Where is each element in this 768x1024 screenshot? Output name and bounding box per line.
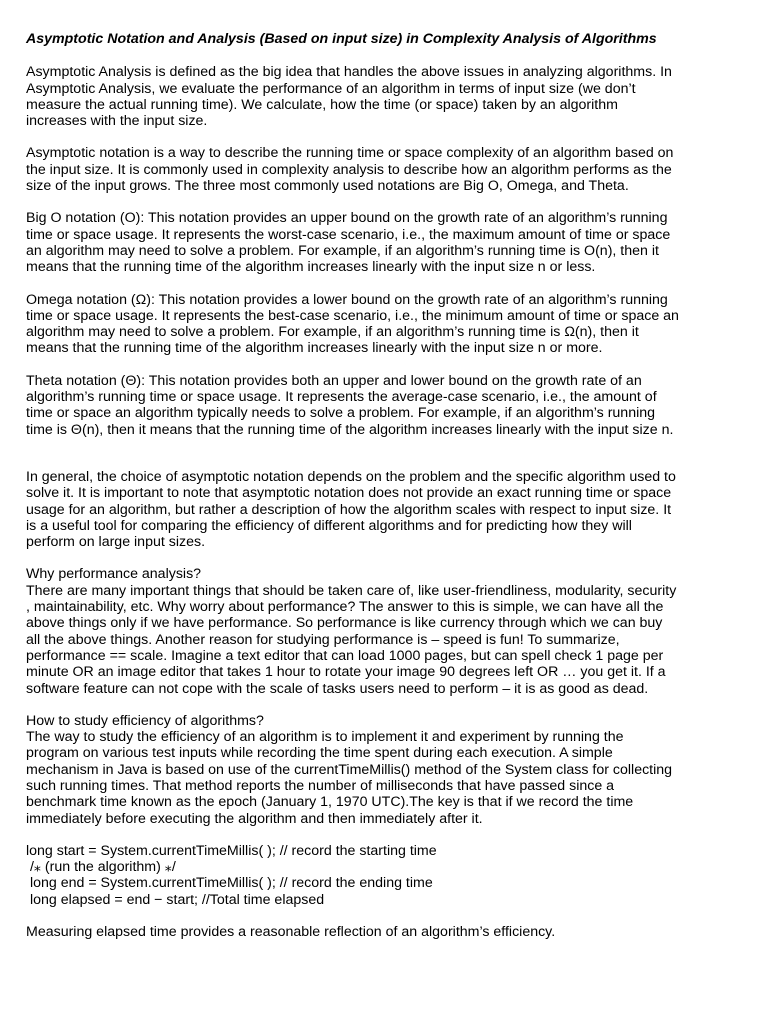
paragraph-why-performance: There are many important things that should be taken care of, like user-friendliness, modularity, security , maintainability, etc. Why worry about performance? The answer to this is simple, we can have all the above things only if we have performance. So performance is like currency through which we can buy all the above things. Another reason for studying performance is – speed is fun! To summarize, performance == scale. Imagine a text editor that can load 1000 pages, but can spell check 1 page per minute OR an image editor that takes 1 hour to rotate your image 90 degrees left OR … you get it. If a software feature can not cope with the scale of tasks users need to perform – it is as good as dead. — [26, 582, 677, 697]
paragraph-asymptotic-notation: Asymptotic notation is a way to describe the running time or space complexity of an algorithm based on the input size. It is commonly used in complexity analysis to describe how an algorithm performs as the size of the input grows. The three most commonly used notations are Big O, Omega, and Theta. — [26, 145, 674, 195]
paragraph-asymptotic-analysis: Asymptotic Analysis is defined as the big idea that handles the above issues in analyzing algorithms. In Asymptotic Analysis, we evaluate the performance of an algorithm in terms of input size (we don’t measure the actual running time). We calculate, how the time (or space) taken by an algorithm increases with the input size. — [26, 64, 672, 130]
code-line: /⁎ (run the algorithm) ⁎/ — [26, 859, 176, 876]
code-line: long end = System.currentTimeMillis( ); // record the ending time — [26, 875, 433, 892]
heading-why-performance: Why performance analysis? — [26, 566, 202, 583]
paragraph-theta: Theta notation (Θ): This notation provides both an upper and lower bound on the growth rate of an algorithm’s running time or space usage. It represents the average-case scenario, i.e., the amount of time or space an algorithm typically needs to solve a problem. For example, if an algorithm’s running time is Θ(n), then it means that the running time of the algorithm increases linearly with the input size n. — [26, 372, 674, 438]
code-line: long start = System.currentTimeMillis( ); // record the starting time — [26, 842, 437, 859]
paragraph-closing: Measuring elapsed time provides a reasonable reflection of an algorithm’s efficiency. — [26, 924, 556, 941]
code-line: long elapsed = end − start; //Total time elapsed — [26, 891, 325, 908]
paragraph-how-to-study: The way to study the efficiency of an algorithm is to implement it and experiment by running the program on various test inputs while recording the time spent during each execution. A simple mechanism in Java is based on use of the currentTimeMillis() method of the System class for collecting such running times. That method reports the number of milliseconds that have passed since a benchmark time known as the epoch (January 1, 1970 UTC).The key is that if we record the time immediately before executing the algorithm and then immediately after it. — [26, 729, 673, 827]
heading-how-to-study: How to study efficiency of algorithms? — [26, 712, 264, 729]
paragraph-in-general: In general, the choice of asymptotic notation depends on the problem and the specific algorithm used to solve it. It is important to note that asymptotic notation does not provide an exact running time or space usage for an algorithm, but rather a description of how the algorithm scales with respect to input size. It is a useful tool for comparing the efficiency of different algorithms and for predicting how they will perform on large input sizes. — [26, 468, 676, 551]
document-page — [26, 31, 748, 940]
paragraph-big-o: Big O notation (O): This notation provides an upper bound on the growth rate of an algorithm’s running time or space usage. It represents the worst-case scenario, i.e., the maximum amount of time or space an algorithm may need to solve a problem. For example, if an algorithm’s running time is O(n), then it means that the running time of the algorithm increases linearly with the input size n or less. — [26, 210, 671, 276]
document-title: Asymptotic Notation and Analysis (Based on input size) in Complexity Analysis of Algorithms — [26, 31, 657, 47]
code-block — [26, 843, 748, 908]
paragraph-omega: Omega notation (Ω): This notation provides a lower bound on the growth rate of an algorithm’s running time or space usage. It represents the best-case scenario, i.e., the minimum amount of time or space an algorithm may need to solve a problem. For example, if an algorithm’s running time is Ω(n), then it means that the running time of the algorithm increases linearly with the input size n or more. — [26, 291, 679, 357]
